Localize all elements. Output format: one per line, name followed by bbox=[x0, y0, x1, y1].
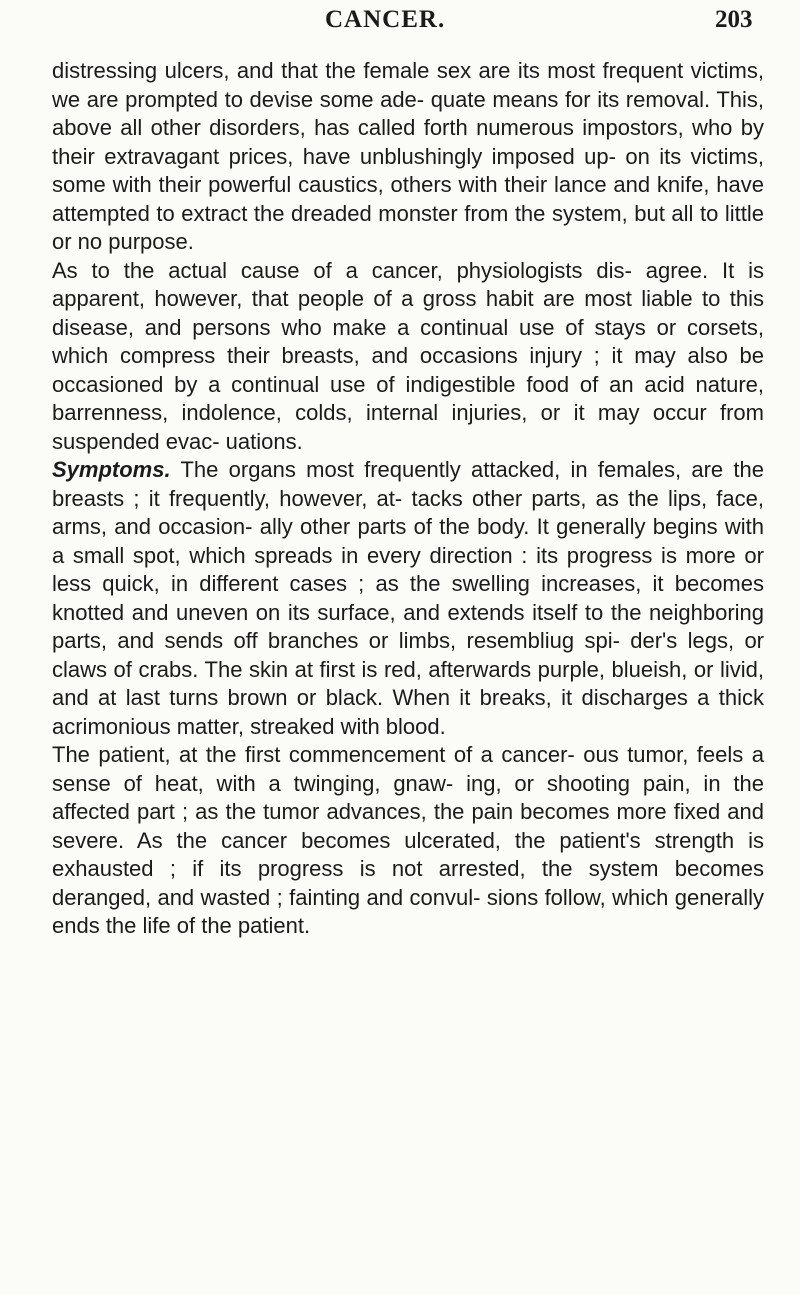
paragraph-3-text: The organs most frequently attacked, in females, are the breasts ; it frequently, however, at- tacks other parts, as the lips, face, arms, and occasion- ally other parts of the body. It generally begins with a small spot, which spreads in every direction : its progress is more or less quick, in different cases ; as the swelling increases, it becomes knotted and uneven on its surface, and extends itself to the neighboring parts, and sends off branches or limbs, resembliug spi- der's legs, or claws of crabs. The skin at first is red, afterwards purple, blueish, or livid, and at last turns brown or black. When it breaks, it discharges a thick acrimonious matter, streaked with blood. bbox=[52, 457, 764, 739]
paragraph-2: As to the actual cause of a cancer, physiologists dis- agree. It is apparent, however, that people of a gross habit are most liable to this disease, and persons who make a continual use of stays or corsets, which compress their breasts, and occasions injury ; it may also be occasioned by a continual use of indigestible food of an acid nature, barrenness, indolence, colds, internal injuries, or it may occur from suspended evac- uations. bbox=[52, 257, 764, 454]
paragraph-1: distressing ulcers, and that the female sex are its most frequent victims, we are prompted to devise some ade- quate means for its removal. This, above all other disorders, has called forth numerous impostors, who by their extravagant prices, have unblushingly imposed up- on its victims, some with their powerful caustics, others with their lance and knife, have attempted to extract the dreaded monster from the system, but all to little or no purpose. bbox=[52, 58, 764, 254]
body-text bbox=[52, 57, 764, 941]
paragraph-3 bbox=[52, 456, 764, 741]
running-head bbox=[0, 2, 800, 36]
paragraph-4: The patient, at the first commencement of a cancer- ous tumor, feels a sense of heat, with a twinging, gnaw- ing, or shooting pain, in the affected part ; as the tumor advances, the pain becomes more fixed and severe. As the cancer becomes ulcerated, the patient's strength is exhausted ; if its progress is not arrested, the system becomes deranged, and wasted ; fainting and convul- sions follow, which generally ends the life of the patient. bbox=[52, 742, 764, 938]
running-title: CANCER. bbox=[325, 6, 446, 33]
page-number: 203 bbox=[715, 6, 753, 33]
symptoms-heading: Symptoms. bbox=[52, 457, 171, 482]
